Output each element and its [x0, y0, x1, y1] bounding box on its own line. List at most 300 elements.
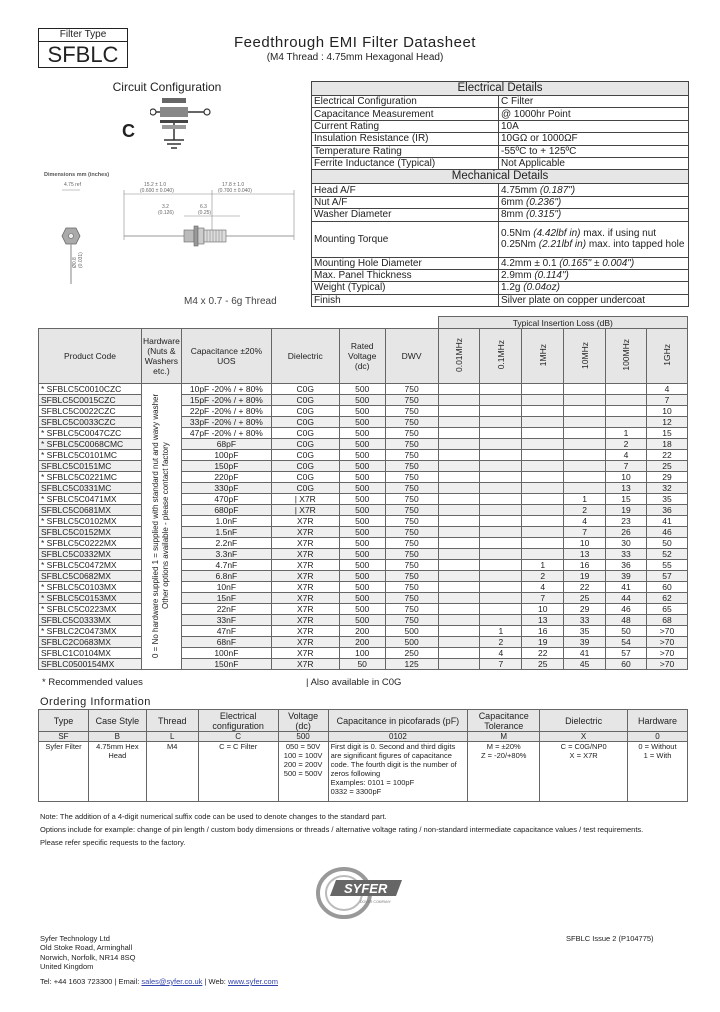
dimension-label: (0.600 ± 0.040) — [140, 188, 174, 194]
product-cell — [480, 615, 522, 626]
product-cell: X7R — [271, 615, 339, 626]
product-cell: 150pF — [181, 461, 271, 472]
product-code: SFBLC5C0152MX — [39, 527, 142, 538]
dimension-label: 4.75 ref — [64, 182, 81, 188]
col-hardware: Hardware (Nuts & Washers etc.) — [141, 329, 181, 384]
mech-value-metric: 2.9mm — [501, 270, 532, 282]
product-code: * SFBLC5C0010CZC — [39, 384, 142, 395]
product-cell: 1.0nF — [181, 516, 271, 527]
address-line: Norwich, Norfolk, NR14 8SQ — [40, 952, 136, 962]
product-cell: 26 — [606, 527, 647, 538]
product-cell — [480, 560, 522, 571]
product-cell: 500 — [385, 637, 438, 648]
mech-value-imperial: (0.04oz) — [520, 282, 560, 294]
ordering-table — [38, 709, 688, 802]
product-code: * SFBLC5C0101MC — [39, 450, 142, 461]
issue-number: SFBLC Issue 2 (P104775) — [566, 934, 654, 943]
product-cell: 750 — [385, 406, 438, 417]
mechanical-details-title: Mechanical Details — [312, 170, 689, 184]
mech-value — [499, 282, 689, 294]
product-cell: 7 — [646, 395, 687, 406]
product-cell — [522, 428, 564, 439]
product-cell — [480, 406, 522, 417]
product-cell: 15 — [606, 494, 647, 505]
product-cell — [438, 582, 480, 593]
product-cell: 33pF -20% / + 80% — [181, 417, 271, 428]
ordering-code: 0 — [628, 732, 688, 742]
product-cell — [606, 384, 647, 395]
mech-value — [499, 257, 689, 269]
product-cell — [522, 439, 564, 450]
product-cell: 33nF — [181, 615, 271, 626]
ordering-code: 500 — [278, 732, 328, 742]
note-suffix: Note: The addition of a 4-digit numerical suffix code can be used to denote changes to the standard part. — [40, 812, 387, 821]
product-cell: 62 — [646, 593, 687, 604]
product-cell: 60 — [606, 659, 647, 670]
product-cell: X7R — [271, 527, 339, 538]
ordering-header: Electrical configuration — [198, 710, 278, 732]
product-cell: C0G — [271, 395, 339, 406]
product-cell: 55 — [646, 560, 687, 571]
product-cell: 500 — [339, 593, 385, 604]
web-link[interactable]: www.syfer.com — [227, 977, 278, 986]
logo-text: SYFER — [344, 881, 388, 896]
ordering-code: 0102 — [328, 732, 468, 742]
product-row — [39, 604, 688, 615]
product-cell: 16 — [564, 560, 606, 571]
product-cell: X7R — [271, 582, 339, 593]
product-cell: 33 — [606, 549, 647, 560]
product-cell: 500 — [339, 417, 385, 428]
product-cell — [480, 582, 522, 593]
product-cell: | X7R — [271, 505, 339, 516]
mech-value-metric: 4.75mm — [501, 184, 538, 196]
col-freq — [438, 329, 480, 384]
product-cell: C0G — [271, 428, 339, 439]
dimension-label: (0.25) — [198, 210, 212, 216]
product-row — [39, 450, 688, 461]
product-row — [39, 384, 688, 395]
product-cell: 7 — [480, 659, 522, 670]
product-cell — [522, 527, 564, 538]
product-cell — [438, 406, 480, 417]
page-subtitle: (M4 Thread : 4.75mm Hexagonal Head) — [266, 52, 444, 63]
product-cell: 6.8nF — [181, 571, 271, 582]
product-cell: 750 — [385, 395, 438, 406]
ordering-code: SF — [39, 732, 89, 742]
product-code: SFBLC5C0331MC — [39, 483, 142, 494]
product-cell — [564, 428, 606, 439]
product-cell — [564, 417, 606, 428]
product-row — [39, 527, 688, 538]
product-cell: 41 — [646, 516, 687, 527]
product-cell — [606, 406, 647, 417]
product-cell: 1 — [564, 494, 606, 505]
product-cell: 10 — [646, 406, 687, 417]
mech-label: Weight (Typical) — [312, 282, 499, 294]
dimension-label: 6.3 — [200, 204, 207, 210]
product-cell: 500 — [339, 582, 385, 593]
product-cell: 500 — [339, 395, 385, 406]
product-cell — [438, 571, 480, 582]
mech-value-metric: 6mm — [501, 196, 524, 208]
product-cell: X7R — [271, 593, 339, 604]
product-cell: X7R — [271, 626, 339, 637]
ordering-code: M — [468, 732, 540, 742]
product-cell: 68pF — [181, 439, 271, 450]
ordering-description: M4 — [146, 742, 198, 802]
product-code: * SFBLC5C0047CZC — [39, 428, 142, 439]
product-cell: 500 — [339, 516, 385, 527]
product-cell: 2 — [606, 439, 647, 450]
product-cell: X7R — [271, 549, 339, 560]
circuit-config-title: Circuit Configuration — [112, 80, 222, 94]
product-row — [39, 461, 688, 472]
product-row — [39, 560, 688, 571]
product-cell: 7 — [564, 527, 606, 538]
product-row — [39, 582, 688, 593]
product-cell — [438, 527, 480, 538]
product-cell — [438, 472, 480, 483]
product-cell: 19 — [522, 637, 564, 648]
product-cell: 19 — [606, 505, 647, 516]
product-cell: 750 — [385, 527, 438, 538]
product-row — [39, 395, 688, 406]
product-cell: 15nF — [181, 593, 271, 604]
dimension-label: (0.700 ± 0.040) — [218, 188, 252, 194]
product-cell: 25 — [564, 593, 606, 604]
note-refer: Please refer specific requests to the factory. — [40, 838, 186, 847]
product-cell: 47nF — [181, 626, 271, 637]
product-code: SFBLC0500154MX — [39, 659, 142, 670]
logo-tag: DOVER COMPANY — [360, 900, 391, 904]
col-dwv: DWV — [385, 329, 438, 384]
filter-type-label: Filter Type — [39, 29, 127, 42]
mech-value-imperial: (0.165" ± 0.004") — [556, 257, 635, 269]
product-cell: 330pF — [181, 483, 271, 494]
product-cell: 4 — [646, 384, 687, 395]
product-cell: 2 — [522, 571, 564, 582]
col-freq — [522, 329, 564, 384]
address-line: Old Stoke Road, Arminghall — [40, 943, 133, 953]
product-cell — [438, 615, 480, 626]
product-cell: 500 — [339, 494, 385, 505]
email-link[interactable]: sales@syfer.co.uk — [141, 977, 203, 986]
product-cell: X7R — [271, 604, 339, 615]
product-cell: 125 — [385, 659, 438, 670]
product-cell — [438, 626, 480, 637]
ordering-code: L — [146, 732, 198, 742]
web-label: | Web: — [202, 977, 228, 986]
col-freq — [606, 329, 647, 384]
product-cell: 750 — [385, 571, 438, 582]
product-cell: 10 — [564, 538, 606, 549]
col-capacitance: Capacitance ±20% UOS — [181, 329, 271, 384]
ordering-description: C = C Filter — [198, 742, 278, 802]
note-options: Options include for example: change of pin length / custom body dimensions or threads / alternative voltage rating / non-standard intermediate capacitance values / test requirements. — [40, 825, 644, 834]
product-cell — [480, 549, 522, 560]
product-cell: 4.7nF — [181, 560, 271, 571]
torque-nut-note: max. if using nut — [580, 228, 657, 240]
product-code: SFBLC5C0332MX — [39, 549, 142, 560]
page-title: Feedthrough EMI Filter Datasheet — [234, 34, 476, 51]
product-cell — [438, 483, 480, 494]
freq-label: 0.1MHz — [495, 340, 506, 370]
product-cell — [480, 384, 522, 395]
product-cell: 41 — [606, 582, 647, 593]
product-cell — [480, 472, 522, 483]
product-cell — [522, 450, 564, 461]
product-cell — [438, 505, 480, 516]
product-cell: 25 — [646, 461, 687, 472]
product-cell: 65 — [646, 604, 687, 615]
product-code: SFBLC5C0681MX — [39, 505, 142, 516]
product-cell: 45 — [564, 659, 606, 670]
product-cell: 500 — [339, 505, 385, 516]
mech-value-metric: 8mm — [501, 209, 524, 221]
product-cell: 500 — [339, 527, 385, 538]
freq-label: 100MHz — [621, 339, 632, 371]
product-cell — [522, 406, 564, 417]
product-cell: C0G — [271, 461, 339, 472]
product-cell: 32 — [646, 483, 687, 494]
product-cell — [480, 494, 522, 505]
dimension-drawing-icon — [44, 180, 302, 292]
product-cell: 13 — [564, 549, 606, 560]
address-line: United Kingdom — [40, 961, 94, 971]
product-cell — [480, 604, 522, 615]
product-cell: 500 — [339, 461, 385, 472]
product-code: * SFBLC2C0473MX — [39, 626, 142, 637]
product-cell: 750 — [385, 593, 438, 604]
mech-value — [499, 221, 689, 257]
product-cell — [480, 439, 522, 450]
product-cell — [522, 417, 564, 428]
product-cell — [438, 549, 480, 560]
product-cell — [564, 439, 606, 450]
product-cell: 13 — [522, 615, 564, 626]
mech-label: Washer Diameter — [312, 209, 499, 221]
mech-value-imperial: (0.114") — [531, 270, 569, 282]
product-code: * SFBLC5C0153MX — [39, 593, 142, 604]
mech-label: Head A/F — [312, 184, 499, 196]
product-cell: 1 — [606, 428, 647, 439]
product-cell: 500 — [339, 549, 385, 560]
dimension-label: Ø0.8 — [72, 257, 78, 268]
product-cell — [522, 384, 564, 395]
c-filter-schematic-icon — [150, 94, 216, 158]
product-row — [39, 648, 688, 659]
notes — [40, 812, 690, 851]
elec-label: Temperature Rating — [312, 145, 499, 157]
mech-value — [499, 196, 689, 208]
mech-label: Mounting Torque — [312, 221, 499, 257]
product-cell: 15 — [646, 428, 687, 439]
product-cell: 30 — [606, 538, 647, 549]
product-cell — [480, 571, 522, 582]
product-cell: 500 — [339, 560, 385, 571]
product-cell — [522, 395, 564, 406]
mech-label: Finish — [312, 294, 499, 306]
dimension-label: 17.8 ± 1.0 — [222, 182, 245, 188]
dimension-label: (0.031) — [78, 252, 84, 268]
product-cell: X7R — [271, 637, 339, 648]
ordering-header: Voltage (dc) — [278, 710, 328, 732]
syfer-logo-icon — [314, 866, 406, 920]
product-cell: 22 — [522, 648, 564, 659]
product-cell — [564, 384, 606, 395]
product-cell: 150nF — [181, 659, 271, 670]
product-cell: 500 — [339, 439, 385, 450]
torque-hole-value: 0.25Nm — [501, 239, 539, 251]
product-code: * SFBLC5C0471MX — [39, 494, 142, 505]
ordering-description: First digit is 0. Second and third digits are significant figures of capacitance code. The fourth digit is the number of zeros following Examples: 0101 = 100pF 0332 = 3300pF — [328, 742, 468, 802]
product-cell: X7R — [271, 571, 339, 582]
product-cell: 750 — [385, 615, 438, 626]
product-cell: 500 — [339, 472, 385, 483]
product-code: SFBLC5C0022CZC — [39, 406, 142, 417]
filter-type-name: SFBLC — [47, 42, 119, 67]
product-row — [39, 439, 688, 450]
product-code: SFBLC5C0033CZC — [39, 417, 142, 428]
mech-value-metric: 1.2g — [501, 282, 521, 294]
product-cell: 36 — [606, 560, 647, 571]
elec-label: Current Rating — [312, 120, 499, 132]
ordering-header: Type — [39, 710, 89, 732]
product-cell — [564, 483, 606, 494]
product-cell — [438, 637, 480, 648]
ordering-header: Capacitance Tolerance — [468, 710, 540, 732]
product-cell: 44 — [606, 593, 647, 604]
product-cell — [480, 450, 522, 461]
product-cell: 470pF — [181, 494, 271, 505]
product-cell: 500 — [339, 384, 385, 395]
product-cell: >70 — [646, 648, 687, 659]
mech-value-imperial: (0.315") — [523, 209, 562, 221]
product-cell: 47pF -20% / + 80% — [181, 428, 271, 439]
product-row — [39, 417, 688, 428]
product-cell: 1 — [522, 560, 564, 571]
product-cell — [438, 450, 480, 461]
product-cell: 500 — [339, 450, 385, 461]
filter-type-box — [38, 28, 128, 68]
product-cell — [438, 384, 480, 395]
product-cell: 12 — [646, 417, 687, 428]
col-freq — [646, 329, 687, 384]
ordering-description: 050 = 50V 100 = 100V 200 = 200V 500 = 500V — [278, 742, 328, 802]
dimension-label: 3.2 — [162, 204, 169, 210]
product-cell: 220pF — [181, 472, 271, 483]
product-cell: 4 — [606, 450, 647, 461]
product-cell — [438, 593, 480, 604]
product-code: * SFBLC5C0221MC — [39, 472, 142, 483]
product-cell — [480, 527, 522, 538]
product-row — [39, 406, 688, 417]
product-row — [39, 615, 688, 626]
product-cell: 2 — [564, 505, 606, 516]
product-cell: 35 — [564, 626, 606, 637]
product-cell: 750 — [385, 461, 438, 472]
contact-line — [40, 977, 278, 986]
product-code: SFBLC5C0015CZC — [39, 395, 142, 406]
product-code: SFBLC2C0683MX — [39, 637, 142, 648]
product-cell — [438, 417, 480, 428]
product-cell: 750 — [385, 538, 438, 549]
product-cell: 50 — [339, 659, 385, 670]
product-cell: 500 — [339, 428, 385, 439]
product-cell: 750 — [385, 450, 438, 461]
product-cell: 750 — [385, 516, 438, 527]
product-cell: 25 — [522, 659, 564, 670]
product-cell: 250 — [385, 648, 438, 659]
product-cell: X7R — [271, 560, 339, 571]
elec-value: @ 1000hr Point — [499, 108, 689, 120]
elec-value: -55ºC to + 125ºC — [499, 145, 689, 157]
elec-value: 10A — [499, 120, 689, 132]
mech-label: Nut A/F — [312, 196, 499, 208]
ordering-description: 0 = Without 1 = With — [628, 742, 688, 802]
product-cell: 15pF -20% / + 80% — [181, 395, 271, 406]
mech-value-imperial: (0.187") — [537, 184, 576, 196]
product-cell: 200 — [339, 637, 385, 648]
dimension-label: 15.2 ± 1.0 — [144, 182, 167, 188]
product-cell: 52 — [646, 549, 687, 560]
product-cell: 750 — [385, 494, 438, 505]
product-cell: 39 — [606, 571, 647, 582]
product-cell: 10pF -20% / + 80% — [181, 384, 271, 395]
mech-value: Silver plate on copper undercoat — [499, 294, 689, 306]
col-voltage: Rated Voltage (dc) — [339, 329, 385, 384]
product-cell: 46 — [606, 604, 647, 615]
product-cell: 1.5nF — [181, 527, 271, 538]
mech-value — [499, 184, 689, 196]
product-cell — [438, 604, 480, 615]
product-cell — [522, 494, 564, 505]
product-cell — [564, 406, 606, 417]
product-row — [39, 483, 688, 494]
product-cell — [438, 439, 480, 450]
product-cell — [438, 428, 480, 439]
product-cell: 500 — [339, 604, 385, 615]
product-cell: 4 — [480, 648, 522, 659]
product-cell: 200 — [339, 626, 385, 637]
mech-label: Max. Panel Thickness — [312, 269, 499, 281]
freq-label: 1GHz — [661, 344, 672, 366]
ordering-code: B — [88, 732, 146, 742]
elec-label: Insulation Resistance (IR) — [312, 133, 499, 145]
product-cell: 500 — [339, 538, 385, 549]
product-code: * SFBLC5C0102MX — [39, 516, 142, 527]
product-cell: 23 — [606, 516, 647, 527]
ordering-description: C = C0G/NP0 X = X7R — [540, 742, 628, 802]
product-cell: 4 — [522, 582, 564, 593]
product-cell: 750 — [385, 604, 438, 615]
product-code: SFBLC5C0333MX — [39, 615, 142, 626]
product-cell: 100 — [339, 648, 385, 659]
product-cell: 18 — [646, 439, 687, 450]
hardware-note-text: 0 = No hardware supplied 1 = supplied with standard nut and wavy washer Other options available - please contact factory — [151, 393, 171, 658]
product-cell: 57 — [646, 571, 687, 582]
dimension-label: (0.126) — [158, 210, 174, 216]
ordering-header: Capacitance in picofarads (pF) — [328, 710, 468, 732]
product-cell — [480, 483, 522, 494]
company-address — [40, 934, 135, 971]
product-cell — [522, 505, 564, 516]
product-cell — [438, 659, 480, 670]
elec-value: C Filter — [499, 96, 689, 108]
product-cell: 2 — [480, 637, 522, 648]
torque-nut-value: 0.5Nm — [501, 228, 534, 240]
